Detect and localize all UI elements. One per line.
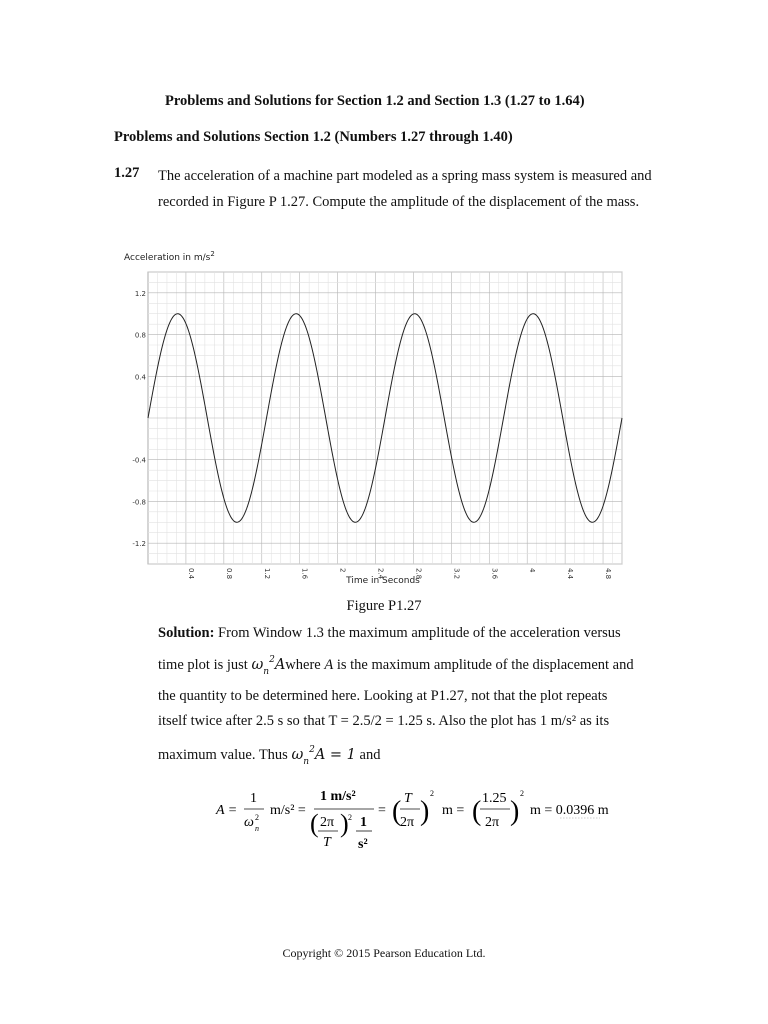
x-tick-label: 2 [338,568,347,573]
section-title: Problems and Solutions for Section 1.2 and Section 1.3 (1.27 to 1.64) [165,93,585,109]
solution-line-2: time plot is just $\omega_n^2Awhere$ A is the maximum amplitude of the displacement and [158,655,634,677]
y-tick-label: -0.8 [132,498,146,507]
y-tick-label: -0.4 [132,456,146,465]
y-tick-label: 0.4 [134,373,146,382]
x-tick-label: 1.6 [300,568,309,580]
svg-text:=: = [378,803,386,818]
svg-text:s²: s² [358,837,368,852]
problem-number: 1.27 [114,165,140,181]
amplitude-equation [210,780,630,860]
svg-text:m =: m = [442,803,465,818]
svg-text:1.25: 1.25 [482,791,507,806]
svg-text:(: ( [392,796,402,827]
x-tick-label: 3.6 [490,568,499,580]
svg-text:1: 1 [360,815,367,830]
svg-text:ω: ω [244,815,254,830]
equation-result: m = 0.0396 m [530,803,609,818]
svg-text:): ) [340,809,349,838]
svg-text:2π: 2π [320,815,335,830]
x-tick-label: 2.8 [414,568,423,580]
svg-text:m/s² =: m/s² = [270,803,306,818]
svg-text:): ) [420,796,430,827]
y-tick-label: 1.2 [134,289,146,298]
copyright-footer: Copyright © 2015 Pearson Education Ltd. [282,946,486,960]
solution-line-5: maximum value. Thus $\omega_n^2A = 1$ and [158,745,381,767]
y-tick-label: -1.2 [132,540,146,549]
svg-text:T: T [404,791,412,806]
acceleration-chart [118,246,630,586]
figure-caption: Figure P1.27 [346,598,422,614]
svg-text:(: ( [310,809,319,838]
subsection-title: Problems and Solutions Section 1.2 (Numbers 1.27 through 1.40) [114,129,513,145]
x-tick-label: 0.4 [186,568,195,580]
x-tick-label: 4 [528,568,537,573]
svg-text:1: 1 [250,791,257,806]
svg-text:1 m/s²: 1 m/s² [320,789,356,804]
svg-text:): ) [510,796,520,827]
y-label-text: Acceleration in m/s [124,253,211,263]
svg-text:n: n [255,824,259,833]
solution-label: Solution: [158,625,215,641]
svg-text:2: 2 [255,813,259,822]
svg-text:A =: A = [216,803,238,818]
x-tick-label: 1.2 [262,568,271,580]
problem-statement: The acceleration of a machine part modeled as a spring mass system is measured and recorded in Figure P 1.27. Compute the amplitude of the displacement of the mass. [158,168,652,210]
svg-text:2: 2 [348,813,352,822]
x-tick-label: 4.8 [604,568,613,580]
solution-line-1: Solution: From Window 1.3 the maximum amplitude of the acceleration versus [158,625,621,641]
solution-line-4: itself twice after 2.5 s so that T = 2.5/2 = 1.25 s. Also the plot has 1 m/s² as its [158,713,610,729]
y-tick-label: 0.8 [134,331,146,340]
y-axis-label: Acceleration in $m/s^2$ [124,250,215,263]
x-tick-label: 0.8 [224,568,233,580]
svg-text:2π: 2π [400,815,415,830]
y-ticks [132,290,146,548]
x-tick-label: 4.4 [566,568,575,580]
solution-line-3: the quantity to be determined here. Looking at P1.27, not that the plot repeats [158,688,608,704]
svg-text:T: T [323,835,331,850]
x-tick-label: 2.4 [376,568,385,580]
svg-text:2: 2 [430,789,434,798]
x-axis-label: Time in Seconds [346,576,420,586]
svg-text:2π: 2π [485,815,500,830]
svg-text:(: ( [472,796,482,827]
svg-text:2: 2 [520,789,524,798]
x-tick-label: 3.2 [452,568,461,580]
